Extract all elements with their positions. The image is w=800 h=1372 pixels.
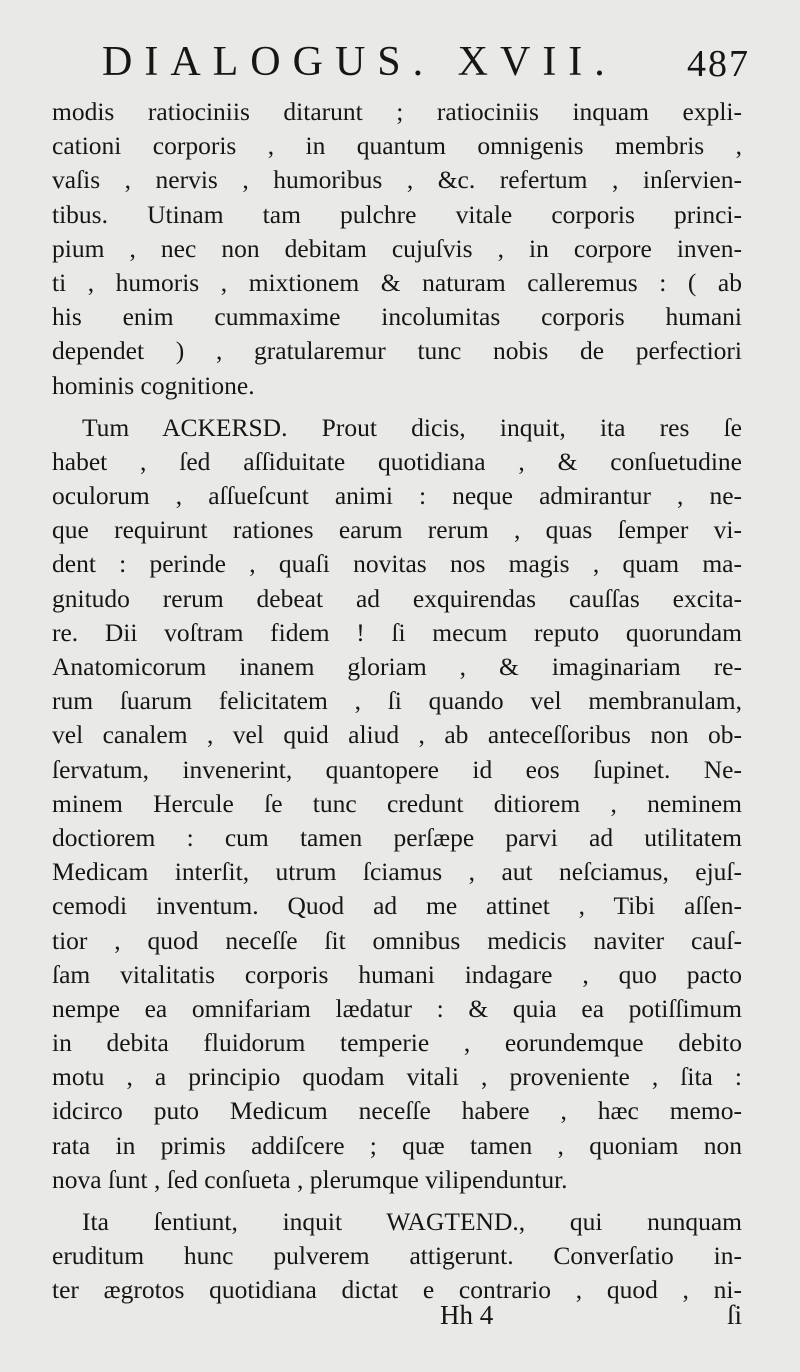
text-line: oculorum , aſſueſcunt animi : neque admirantur , ne- bbox=[52, 481, 742, 511]
text-line: hominis cognitione. bbox=[52, 370, 255, 400]
page-body bbox=[52, 95, 742, 1308]
signature-mark: Hh 4 bbox=[440, 1300, 494, 1330]
text-line: habet , ſed aſſiduitate quotidiana , & conſuetudine bbox=[52, 446, 742, 476]
text-line: Ita ſentiunt, inquit WAGTEND., qui nunquam bbox=[82, 1207, 742, 1236]
text-line: tior , quod neceſſe ſit omnibus medicis naviter cauſ- bbox=[52, 925, 742, 955]
text-line: Anatomicorum inanem gloriam , & imaginariam re- bbox=[52, 652, 742, 681]
text-line: nempe ea omnifariam lædatur : & quia ea potiſſimum bbox=[52, 993, 742, 1023]
text-line: in debita fluidorum temperie , eorundemque debito bbox=[52, 1028, 742, 1058]
text-line: ſervatum, invenerint, quantopere id eos ſupinet. Ne- bbox=[52, 754, 742, 784]
text-line: ter ægrotos quotidiana dictat e contrario , quod , ni- bbox=[52, 1275, 742, 1305]
text-line: rum ſuarum felicitatem , ſi quando vel membranulam, bbox=[52, 686, 742, 716]
text-line: cationi corporis , in quantum omnigenis membris , bbox=[52, 131, 742, 161]
text-line: dependet ) , gratularemur tunc nobis de perfectiori bbox=[52, 336, 742, 366]
text-line: rata in primis addiſcere ; quæ tamen , quoniam non bbox=[52, 1130, 742, 1160]
text-line: dent : perinde , quaſi novitas nos magis , quam ma- bbox=[52, 549, 742, 579]
text-line: eruditum hunc pulverem attigerunt. Converſatio in- bbox=[52, 1241, 742, 1271]
text-line: gnitudo rerum debeat ad exquirendas cauſſas excita- bbox=[52, 583, 742, 613]
text-line: vel canalem , vel quid aliud , ab anteceſſoribus non ob- bbox=[52, 720, 742, 750]
page-footer bbox=[52, 1300, 742, 1340]
paragraph bbox=[52, 1205, 742, 1308]
running-title: DIALOGUS. XVII. bbox=[102, 39, 617, 85]
catchword: ſi bbox=[726, 1300, 742, 1330]
text-line: tibus. Utinam tam pulchre vitale corporis princi- bbox=[52, 199, 742, 229]
text-line: vaſis , nervis , humoribus , &c. refertum , inſervien- bbox=[52, 165, 742, 195]
text-line: nova ſunt , ſed conſueta , plerumque vilipenduntur. bbox=[52, 1164, 568, 1194]
text-line: minem Hercule ſe tunc credunt ditiorem , neminem bbox=[52, 788, 742, 818]
paragraph bbox=[52, 411, 742, 1197]
text-line: pium , nec non debitam cujuſvis , in corpore inven- bbox=[52, 233, 742, 263]
text-line: idcirco puto Medicum neceſſe habere , hæc memo- bbox=[52, 1096, 742, 1126]
paragraph bbox=[52, 95, 742, 403]
text-line: his enim cummaxime incolumitas corporis humani bbox=[52, 302, 742, 332]
page-number: 487 bbox=[687, 43, 750, 85]
text-line: que requirunt rationes earum rerum , quas ſemper vi- bbox=[52, 515, 742, 545]
text-line: doctiorem : cum tamen perſæpe parvi ad utilitatem bbox=[52, 822, 742, 852]
text-line: motu , a principio quodam vitali , proveniente , ſita : bbox=[52, 1062, 742, 1092]
text-line: ſam vitalitatis corporis humani indagare , quo pacto bbox=[52, 959, 742, 989]
text-line: Tum ACKERSD. Prout dicis, inquit, ita res ſe bbox=[82, 412, 742, 442]
text-line: ti , humoris , mixtionem & naturam calleremus : ( ab bbox=[52, 267, 742, 297]
text-line: re. Dii voſtram fidem ! ſi mecum reputo quorundam bbox=[52, 617, 742, 647]
text-line: modis ratiociniis ditarunt ; ratiociniis inquam expli- bbox=[52, 97, 742, 126]
page-header bbox=[50, 38, 750, 98]
text-line: cemodi inventum. Quod ad me attinet , Tibi aſſen- bbox=[52, 891, 742, 921]
text-line: Medicam interſit, utrum ſciamus , aut neſciamus, ejuſ- bbox=[52, 857, 742, 887]
